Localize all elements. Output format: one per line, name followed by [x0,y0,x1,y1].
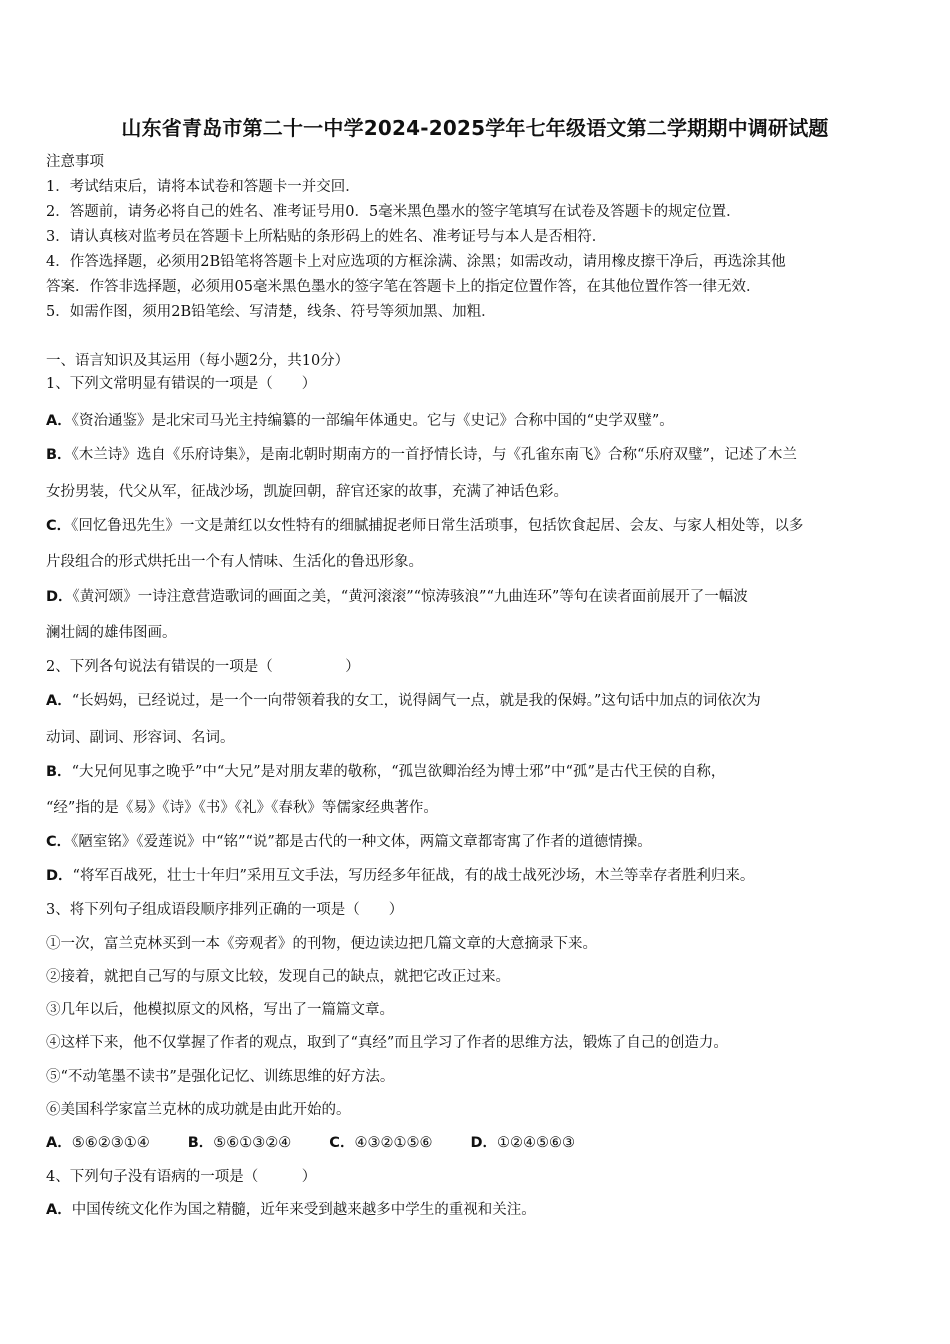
option-label: D． [470,1135,497,1151]
option-text: ①②④⑤⑥③ [497,1135,575,1151]
question-4-stem: 4、下列句子没有语病的一项是（ ） [46,1169,317,1185]
q3-sentence-6: ⑥美国科学家富兰克林的成功就是由此开始的。 [46,1102,351,1118]
option-text: “大兄何见事之晚乎”中“大兄”是对朋友辈的敬称，“孤岂欲卿治经为博士邪”中“孤”是古代王侯的自称， [71,764,726,780]
q2-option-b-cont: “经”指的是《易》《诗》《书》《礼》《春秋》等儒家经典著作。 [46,800,438,816]
q2-option-a-cont: 动词、副词、形容词、名词。 [46,730,235,746]
option-label: A． [46,1135,72,1151]
q1-option-b-cont: 女扮男装，代父从军，征战沙场，凯旋回朝，辞官还家的故事，充满了神话色彩。 [46,484,568,500]
q3-option-d [470,1132,575,1154]
notice-item: 2．答题前，请务必将自己的姓名、准考证号用0．5毫米黑色墨水的签字笔填写在试卷及答题卡的规定位置． [46,204,741,220]
q2-option-a [46,690,761,712]
q2-option-c [46,831,652,853]
option-label: B． [187,1135,214,1151]
option-label: B． [46,447,72,463]
notice-block [46,150,916,325]
option-label: C． [46,518,72,534]
option-text: 《黄河颂》一诗注意营造歌词的画面之美，“黄河滚滚”“惊涛骇浪”“九曲连环”等句在读者面前展开了一幅波 [72,589,748,605]
q1-option-d [46,586,748,608]
option-label: A． [46,693,72,709]
option-text: 中国传统文化作为国之精髓，近年来受到越来越多中学生的重视和关注。 [71,1202,536,1218]
notice-item: 5．如需作图，须用2B铅笔绘、写清楚，线条、符号等须加黑、加粗． [46,304,496,320]
q3-sentence-2: ②接着，就把自己写的与原文比较，发现自己的缺点，就把它改正过来。 [46,969,510,985]
option-text: ⑤⑥②③①④ [71,1135,150,1151]
page-title: 山东省青岛市第二十一中学2024-2025学年七年级语文第二学期期中调研试题 [121,116,829,140]
option-label: D． [46,868,73,884]
q3-option-c [329,1132,432,1154]
q1-option-c [46,515,803,537]
q3-option-a [46,1132,150,1154]
q3-options [46,1132,613,1154]
option-text: “长妈妈，已经说过，是一个一向带领着我的女工，说得阔气一点，就是我的保姆。”这句话中加点的词依次为 [71,693,761,709]
option-label: A． [46,1202,72,1218]
option-text: 《回忆鲁迅先生》一文是萧红以女性特有的细腻捕捉老师日常生活琐事，包括饮食起居、会友、与家人相处等，以多 [71,518,804,534]
question-3-stem: 3、将下列句子组成语段顺序排列正确的一项是（ ） [46,902,404,918]
notice-item: 3．请认真核对监考员在答题卡上所粘贴的条形码上的姓名、准考证号与本人是否相符． [46,229,607,245]
option-text: ⑤⑥①③②④ [213,1135,292,1151]
option-text: 《木兰诗》选自《乐府诗集》，是南北朝时期南方的一首抒情长诗，与《孔雀东南飞》合称“乐府双璧”，记述了木兰 [71,447,797,463]
q1-option-b [46,444,797,466]
q2-option-b [46,761,725,783]
q3-sentence-3: ③几年以后，他模拟原文的风格，写出了一篇篇文章。 [46,1002,394,1018]
notice-item: 4．作答选择题，必须用2B铅笔将答题卡上对应选项的方框涂满、涂黑；如需改动，请用橡皮擦干净后，再选涂其他 [46,254,786,270]
option-label: C． [46,834,72,850]
section-heading: 一、语言知识及其运用（每小题2分，共10分） [46,353,350,369]
question-1-stem: 1、下列文常明显有错误的一项是（ ） [46,376,317,392]
option-text: 《陋室铭》《爱莲说》中“铭”“说”都是古代的一种文体，两篇文章都寄寓了作者的道德情操。 [71,834,652,850]
option-label: C． [329,1135,355,1151]
q3-option-b [188,1132,292,1154]
notice-item: 答案．作答非选择题，必须用05毫米黑色墨水的签字笔在答题卡上的指定位置作答，在其他位置作答一律无效． [46,279,761,295]
option-text: “将军百战死，壮士十年归”采用互文手法，写历经多年征战，有的战士战死沙场，木兰等幸存者胜利归来。 [72,868,755,884]
q3-sentence-1: ①一次，富兰克林买到一本《旁观者》的刊物，便边读边把几篇文章的大意摘录下来。 [46,936,597,952]
q3-sentence-5: ⑤“不动笔墨不读书”是强化记忆、训练思维的好方法。 [46,1069,395,1085]
option-text: ④③②①⑤⑥ [354,1135,433,1151]
q4-option-a [46,1199,536,1221]
q1-option-a [46,410,674,432]
option-label: D． [46,589,73,605]
q2-option-d [46,865,754,887]
option-label: A． [46,413,72,429]
question-2-stem: 2、下列各句说法有错误的一项是（ ） [46,659,360,675]
notice-item: 1．考试结束后，请将本试卷和答题卡一并交回． [46,179,360,195]
option-text: 《资治通鉴》是北宋司马光主持编纂的一部编年体通史。它与《史记》合称中国的“史学双璧”。 [71,413,674,429]
q3-sentence-4: ④这样下来，他不仅掌握了作者的观点，取到了“真经”而且学习了作者的思维方法，锻炼了自己的创造力。 [46,1035,728,1051]
q1-option-c-cont: 片段组合的形式烘托出一个有人情味、生活化的鲁迅形象。 [46,554,423,570]
q1-option-d-cont: 澜壮阔的雄伟图画。 [46,625,177,641]
option-label: B． [46,764,72,780]
notice-heading: 注意事项 [46,154,104,170]
